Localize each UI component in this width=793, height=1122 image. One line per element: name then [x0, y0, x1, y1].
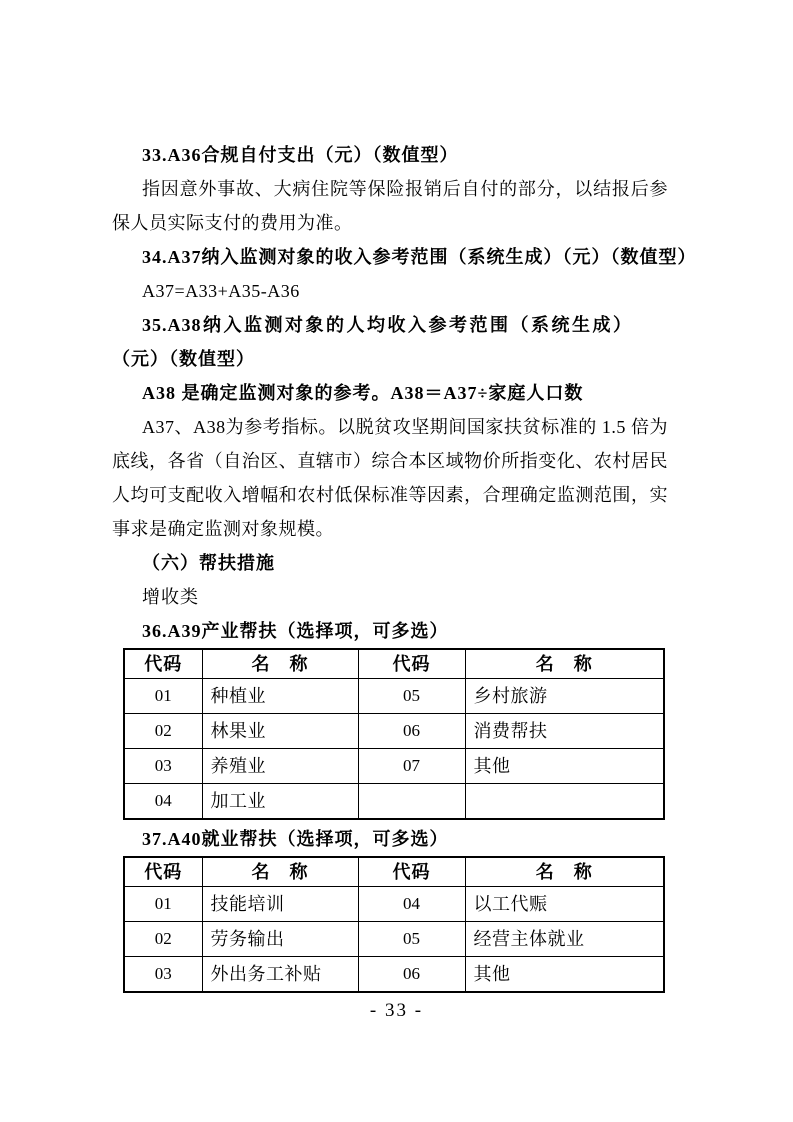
table-header-code: 代码 — [124, 649, 202, 679]
heading-item-34: 34.A37纳入监测对象的收入参考范围（系统生成）（元）（数值型） — [142, 247, 697, 267]
table-header-code: 代码 — [124, 857, 202, 887]
table-cell-name: 养殖业 — [202, 749, 358, 784]
subheading-income-increase-category: 增收类 — [142, 587, 199, 607]
table-cell-name: 技能培训 — [202, 887, 358, 922]
table-header-name: 名 称 — [465, 857, 664, 887]
table-header-code: 代码 — [358, 649, 465, 679]
formula-a37: A37=A33+A35-A36 — [142, 281, 300, 301]
heading-item-33: 33.A36合规自付支出（元）（数值型） — [142, 145, 459, 165]
document-body — [112, 138, 697, 993]
heading-item-37: 37.A40就业帮扶（选择项，可多选） — [142, 829, 449, 849]
heading-item-35: 35.A38纳入监测对象的人均收入参考范围（系统生成）（元）（数值型） — [112, 315, 632, 369]
paragraph-a37-a38-description: A37、A38为参考指标。以脱贫攻坚期间国家扶贫标准的 1.5 倍为底线，各省（自治区、直辖市）综合本区域物价所指变化、农村居民人均可支配收入增幅和农村低保标准等因素，合理确定监测范围，实事求是确定监测对象规模。 — [112, 417, 668, 539]
table-cell-name: 其他 — [465, 957, 664, 993]
table-cell-name: 经营主体就业 — [465, 922, 664, 957]
table-cell-code: 03 — [124, 957, 202, 993]
table-row — [124, 957, 664, 993]
table-header-name: 名 称 — [202, 857, 358, 887]
table-employment-support — [123, 856, 665, 993]
table-row — [124, 714, 664, 749]
table-cell-code: 05 — [358, 922, 465, 957]
paragraph-a36-description: 指因意外事故、大病住院等保险报销后自付的部分，以结报后参保人员实际支付的费用为准。 — [112, 179, 668, 233]
table-cell-code: 01 — [124, 887, 202, 922]
table-row — [124, 749, 664, 784]
table-cell-name: 外出务工补贴 — [202, 957, 358, 993]
table-cell-code — [358, 784, 465, 820]
table-header-name: 名 称 — [465, 649, 664, 679]
table-cell-code: 02 — [124, 922, 202, 957]
table-cell-name: 种植业 — [202, 679, 358, 714]
table-industry-support — [123, 648, 665, 820]
table-cell-code: 01 — [124, 679, 202, 714]
table-cell-code: 02 — [124, 714, 202, 749]
table-header-row — [124, 649, 664, 679]
table-cell-name: 其他 — [465, 749, 664, 784]
table-row — [124, 679, 664, 714]
table-cell-code: 03 — [124, 749, 202, 784]
subheading-a38-formula: A38 是确定监测对象的参考。A38＝A37÷家庭人口数 — [142, 383, 584, 403]
table-cell-name: 消费帮扶 — [465, 714, 664, 749]
table-header-name: 名 称 — [202, 649, 358, 679]
table-cell-name — [465, 784, 664, 820]
table-cell-name: 林果业 — [202, 714, 358, 749]
table-cell-code: 06 — [358, 714, 465, 749]
table-row — [124, 784, 664, 820]
heading-item-36: 36.A39产业帮扶（选择项，可多选） — [142, 621, 449, 641]
table-row — [124, 887, 664, 922]
table-cell-code: 06 — [358, 957, 465, 993]
table-cell-code: 05 — [358, 679, 465, 714]
table-cell-code: 04 — [358, 887, 465, 922]
table-cell-name: 乡村旅游 — [465, 679, 664, 714]
table-cell-name: 以工代赈 — [465, 887, 664, 922]
table-cell-code: 07 — [358, 749, 465, 784]
page-number: - 33 - — [369, 1000, 424, 1021]
table-cell-name: 劳务输出 — [202, 922, 358, 957]
heading-section-6: （六）帮扶措施 — [142, 553, 275, 573]
table-header-code: 代码 — [358, 857, 465, 887]
table-row — [124, 922, 664, 957]
table-cell-code: 04 — [124, 784, 202, 820]
table-header-row — [124, 857, 664, 887]
table-cell-name: 加工业 — [202, 784, 358, 820]
